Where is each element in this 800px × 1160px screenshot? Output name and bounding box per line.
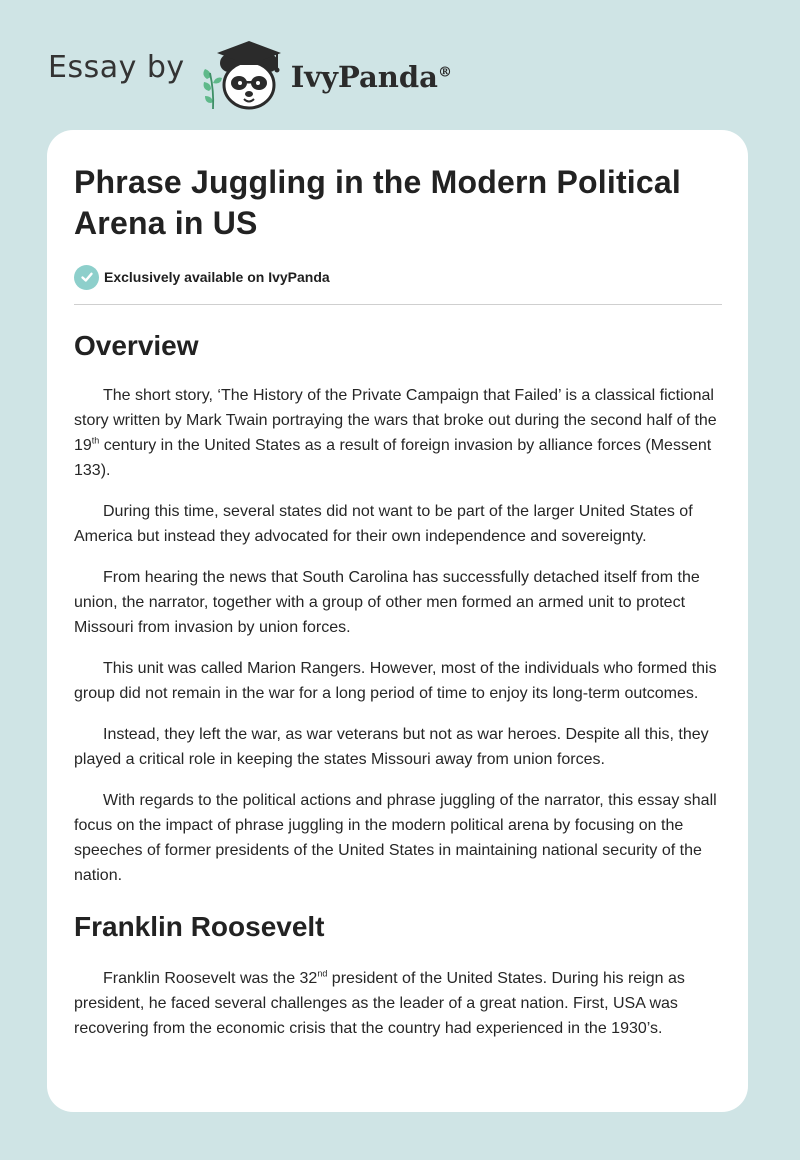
checkmark-icon (74, 265, 99, 290)
panda-logo-icon[interactable] (201, 33, 287, 113)
paragraph-text: Franklin Roosevelt was the 32 (103, 970, 318, 987)
paragraph-text: century in the United States as a result of foreign invasion by alliance forces (Messent 133). (74, 437, 712, 479)
paragraph-text: The short story, ‘The History of the Private Campaign that Failed’ is a classical fictional story written by Mark Twain portraying the wars that broke out during the second half of the 19 (74, 387, 717, 454)
paragraph (74, 788, 722, 888)
paragraph (74, 383, 722, 483)
paragraph-text: During this time, several states did not want to be part of the larger United States of America but instead they advocated for their own independence and sovereignty. (74, 503, 693, 545)
brand-name-text: IvyPanda (290, 60, 438, 94)
paragraph-text: With regards to the political actions and phrase juggling of the narrator, this essay shall focus on the impact of phrase juggling in the modern political arena by focusing on the speeches of former presidents of the United States in maintaining national security of the nation. (74, 792, 717, 884)
ordinal-suffix: th (91, 435, 100, 446)
paragraph (74, 966, 722, 1041)
paragraph (74, 565, 722, 640)
section-franklin-roosevelt (74, 910, 722, 1041)
paragraph-text: president of the United States. During his reign as president, he faced several challenges as the leader of a great nation. First, USA was recovering from the economic crisis that the country had experienced in the 1930’s. (74, 970, 685, 1037)
section-heading: Overview (74, 330, 199, 361)
paragraph (74, 499, 722, 549)
essay-by-label: Essay by (48, 49, 185, 85)
paragraph (74, 722, 722, 772)
paragraph-text: Instead, they left the war, as war veterans but not as war heroes. Despite all this, they played a critical role in keeping the states Missouri away from union forces. (74, 726, 709, 768)
section-overview (74, 329, 722, 888)
exclusive-badge-label: Exclusively available on IvyPanda (104, 269, 330, 285)
registered-mark: ® (437, 64, 452, 81)
ordinal-suffix: nd (317, 968, 328, 979)
paragraph-text: This unit was called Marion Rangers. However, most of the individuals who formed this group did not remain in the war for a long period of time to enjoy its long-term outcomes. (74, 660, 717, 702)
essay-card (47, 130, 748, 1112)
section-heading: Franklin Roosevelt (74, 911, 325, 942)
site-header (48, 28, 452, 118)
title-divider (74, 304, 722, 305)
essay-title: Phrase Juggling in the Modern Political Arena in US (74, 164, 681, 241)
brand-name[interactable] (291, 60, 452, 94)
exclusive-badge (74, 264, 722, 290)
paragraph-text: From hearing the news that South Carolina has successfully detached itself from the union, the narrator, together with a group of other men formed an armed unit to protect Missouri from invasion by union forces. (74, 569, 700, 636)
paragraph (74, 656, 722, 706)
